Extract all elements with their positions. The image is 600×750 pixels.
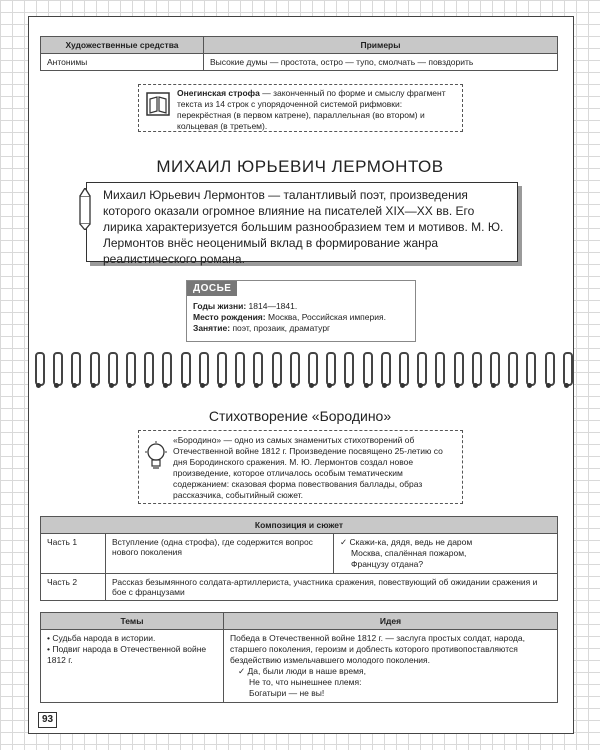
spiral-ring	[161, 352, 170, 388]
table-row	[41, 534, 558, 574]
spiral-ring	[507, 352, 516, 388]
check-icon: ✓	[238, 666, 246, 676]
spiral-ring	[471, 352, 480, 388]
spiral-ring	[198, 352, 207, 388]
idea-cell	[224, 630, 558, 703]
spiral-ring	[380, 352, 389, 388]
table-header: Примеры	[204, 37, 558, 54]
author-intro-box	[86, 182, 518, 266]
spiral-ring	[252, 352, 261, 388]
composition-table	[40, 516, 558, 601]
spiral-ring	[525, 352, 534, 388]
spiral-ring	[544, 352, 553, 388]
quote-line: ✓ Скажи-ка, дядя, ведь не даром	[340, 537, 473, 547]
idea-text: Победа в Отечественной войне 1812 г. — заслуга простых солдат, народа, старшего поколения, героизм и доблесть которого противопоставляются бездействию измельчавшего молодого поколения.	[230, 633, 525, 665]
spiral-ring	[307, 352, 316, 388]
lightbulb-icon	[145, 441, 167, 475]
check-icon: ✓	[340, 537, 348, 547]
dossier-item: Годы жизни: 1814—1841.	[193, 301, 298, 311]
bullet-icon: •	[47, 644, 50, 654]
spiral-ring	[34, 352, 43, 388]
book-icon	[145, 91, 171, 117]
spiral-ring	[125, 352, 134, 388]
borodino-info-box	[138, 430, 463, 504]
spiral-binding	[30, 352, 570, 392]
table-cell: Антонимы	[41, 54, 204, 71]
onegin-definition-box	[138, 84, 463, 132]
quote-cell	[334, 534, 558, 574]
page-number-bottom: 93	[38, 712, 57, 728]
spiral-ring	[416, 352, 425, 388]
quote-line: ✓ Да, были люди в наше время,	[238, 666, 366, 676]
list-item: • Подвиг народа в Отечественной войне 1812 г.	[47, 644, 207, 665]
spiral-ring	[180, 352, 189, 388]
quote-line: Французу отдана?	[351, 559, 424, 569]
themes-table	[40, 612, 558, 703]
spiral-ring	[143, 352, 152, 388]
table-row	[41, 54, 558, 71]
spiral-ring	[398, 352, 407, 388]
spiral-ring	[234, 352, 243, 388]
table-header: Темы	[41, 613, 224, 630]
themes-cell	[41, 630, 224, 703]
spiral-ring	[107, 352, 116, 388]
pencil-icon	[76, 188, 96, 230]
list-item: • Судьба народа в истории.	[47, 633, 156, 643]
spiral-ring	[89, 352, 98, 388]
bullet-icon: •	[47, 633, 50, 643]
spiral-ring	[271, 352, 280, 388]
author-intro-text: Михаил Юрьевич Лермонтов — талантливый поэт, произведения которого оказали огромное влияние на писателей XIX—XX вв. Его лирика характеризуется большим разнообразием тем и мотивов. М. Ю. Лермонтов внёс неоценимый вклад в формирование жанра реалистического романа.	[103, 188, 504, 266]
dossier-box	[186, 280, 416, 342]
spiral-ring	[562, 352, 571, 388]
table-row	[41, 574, 558, 601]
quote-line: Москва, спалённая пожаром,	[351, 548, 467, 558]
table-cell: Вступление (одна строфа), где содержится вопрос нового поколения	[106, 534, 334, 574]
onegin-term: Онегинская строфа	[177, 88, 260, 98]
spiral-ring	[289, 352, 298, 388]
onegin-text: — законченный по форме и смыслу фрагмент текста из 14 строк с упорядоченной системой рифмовки: перекрёстная (в первом катрене), параллельная (во втором) и кольцевая (в третьем).	[177, 88, 446, 131]
table-header: Композиция и сюжет	[41, 517, 558, 534]
spiral-ring	[343, 352, 352, 388]
table-cell: Высокие думы — простота, остро — тупо, смолчать — повздорить	[204, 54, 558, 71]
spiral-ring	[362, 352, 371, 388]
table-cell: Часть 2	[41, 574, 106, 601]
dossier-item: Место рождения: Москва, Российская империя.	[193, 312, 386, 322]
poem-title: Стихотворение «Бородино»	[208, 408, 392, 424]
dossier-item: Занятие: поэт, прозаик, драматург	[193, 323, 331, 333]
page-title: МИХАИЛ ЮРЬЕВИЧ ЛЕРМОНТОВ	[156, 157, 444, 176]
quote-line: Не то, что нынешнее племя:	[249, 677, 362, 687]
table-row	[41, 630, 558, 703]
table-header: Художественные средства	[41, 37, 204, 54]
spiral-ring	[52, 352, 61, 388]
table-header: Идея	[224, 613, 558, 630]
spiral-ring	[489, 352, 498, 388]
table-cell: Часть 1	[41, 534, 106, 574]
quote-line: Богатыри — не вы!	[249, 688, 325, 698]
spiral-ring	[70, 352, 79, 388]
devices-table	[40, 36, 558, 71]
spiral-ring	[434, 352, 443, 388]
spiral-ring	[453, 352, 462, 388]
dossier-label: ДОСЬЕ	[187, 281, 237, 296]
table-cell: Рассказ безымянного солдата-артиллериста, участника сражения, повествующий об ожидании сражения и бое с французами	[106, 574, 558, 601]
spiral-ring	[325, 352, 334, 388]
borodino-info-text: «Бородино» — одно из самых знаменитых стихотворений об Отечественной войне 1812 г. Произведение посвящено 25-летию со дня Бородинского сражения. М. Ю. Лермонтов создал новое произведение, которое отличалось особым тематическим содержанием: сказовая форма повествования баллады, образ рассказчика, событийный сюжет.	[173, 435, 443, 500]
spiral-ring	[216, 352, 225, 388]
